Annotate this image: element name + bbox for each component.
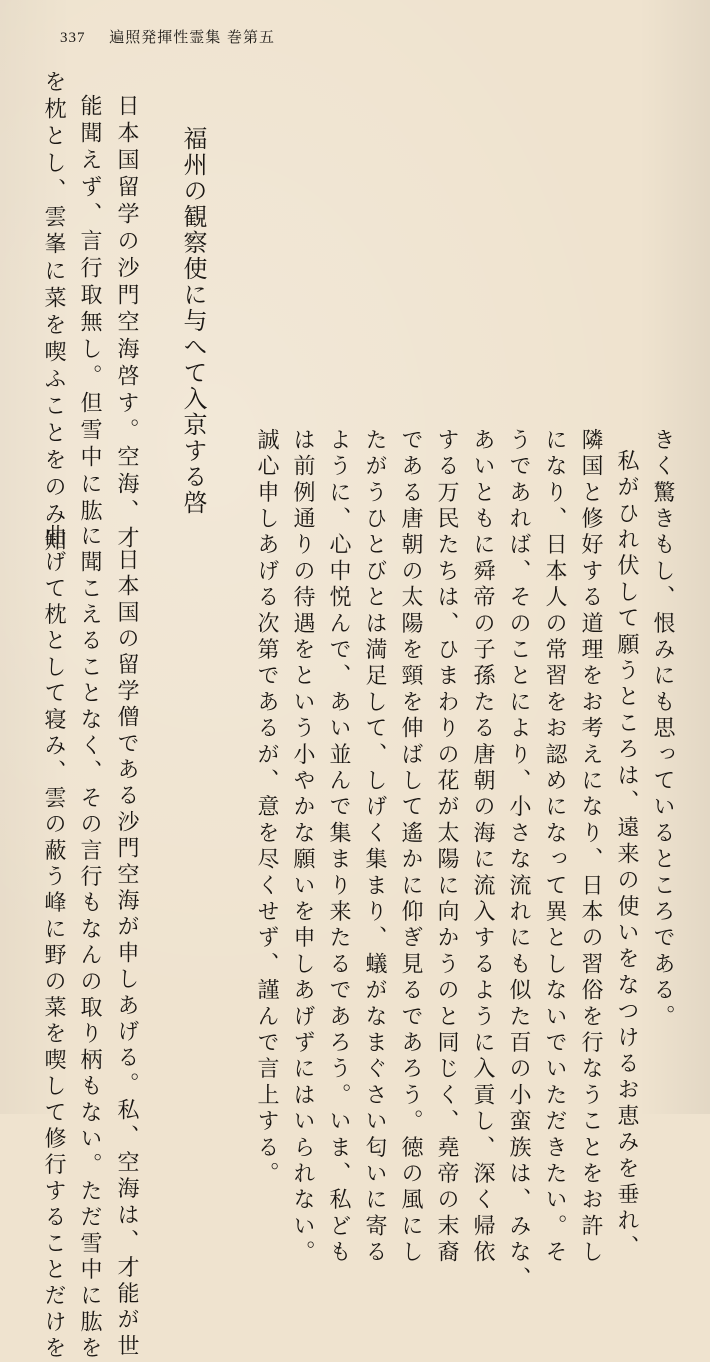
running-header	[60, 26, 275, 47]
translation-column: ように、心中悦んで、あい並んで集まり来たるであろう。いま、私ども	[326, 428, 351, 1267]
kanbun-column: 日本国留学の沙門空海啓す。空海、才	[114, 94, 139, 553]
translation-column: 曲げて枕として寝み、雲の蔽う峰に野の菜を喫して修行することだけを	[41, 524, 66, 1362]
book-title: 遍照発揮性霊集 巻第五	[109, 28, 276, 46]
translation-column: する万民たちは、ひまわりの花が太陽に向かうのと同じく、堯帝の末裔	[434, 428, 459, 1267]
kanbun-column: を枕とし、雲峯に菜を喫ふことをのみ知	[41, 70, 66, 556]
translation-column: になり、日本人の常習をお認めになって異としないでいただきたい。そ	[542, 428, 567, 1267]
translation-column: 私がひれ伏して願うところは、遠来の使いをなつけるお恵みを垂れ、	[614, 449, 639, 1262]
translation-column: 日本国の留学僧である沙門空海が申しあげる。私、空海は、才能が世	[114, 548, 139, 1361]
translation-column: たがうひとびとは満足して、しげく集まり、蟻がなまぐさい匂いに寄る	[362, 428, 387, 1267]
letter-title: 福州の観察使に与へて入京する啓	[179, 126, 207, 516]
translation-column: 隣国と修好する道理をお考えになり、日本の習俗を行なうことをお許し	[578, 428, 603, 1267]
translation-column: 誠心申しあげる次第であるが、意を尽くせず、謹んで言上する。	[254, 428, 279, 1188]
translation-column: あいともに舜帝の子孫たる唐朝の海に流入するように入貢し、深く帰依	[470, 428, 495, 1267]
page-number: 337	[60, 30, 86, 46]
kanbun-column: 能聞えず、言行取無し。但雪中に肱	[77, 94, 102, 526]
translation-column: うであれば、そのことにより、小さな流れにも似た百の小蛮族は、みな、	[506, 428, 531, 1293]
translation-column: である唐朝の太陽を頸を伸ばして遙かに仰ぎ見るであろう。徳の風にし	[398, 428, 423, 1267]
translation-column: きく驚きもし、恨みにも思っているところである。	[650, 428, 675, 1031]
translation-column: は前例通りの待遇をという小やかな願いを申しあげずにはいられない。	[290, 428, 315, 1267]
translation-column: に聞こえることなく、その言行もなんの取り柄もない。ただ雪中に肱を	[77, 524, 102, 1362]
